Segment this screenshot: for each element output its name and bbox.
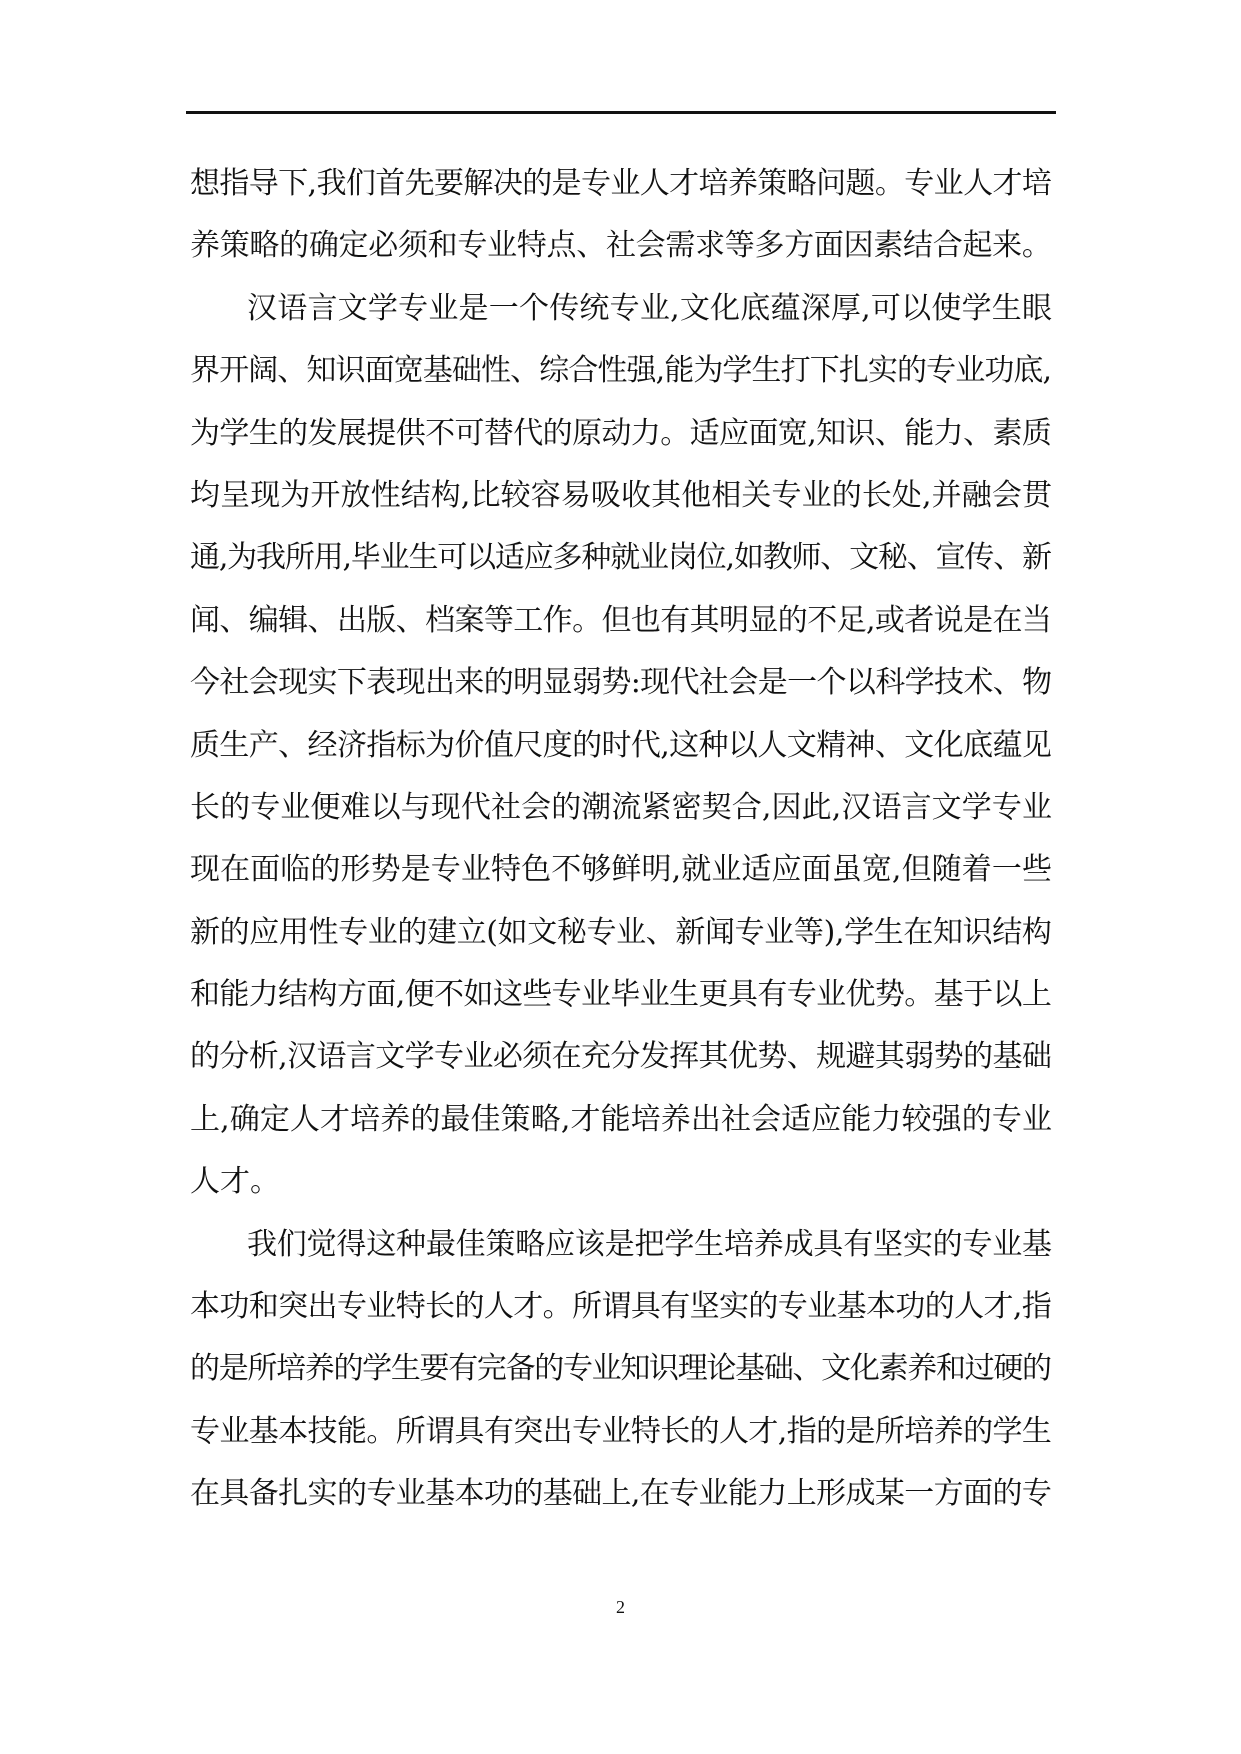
text-line: 和能力结构方面,便不如这些专业毕业生更具有专业优势。基于以上 — [190, 977, 1052, 1013]
body-text — [190, 153, 1052, 1526]
text-line: 在具备扎实的专业基本功的基础上,在专业能力上形成某一方面的专 — [190, 1476, 1052, 1512]
text-line: 想指导下,我们首先要解决的是专业人才培养策略问题。专业人才培 — [190, 166, 1052, 201]
text-line: 本功和突出专业特长的人才。所谓具有坚实的专业基本功的人才,指 — [190, 1289, 1052, 1325]
text-line: 汉语言文学专业是一个传统专业,文化底蕴深厚,可以使学生眼 — [247, 290, 1053, 326]
text-line: 新的应用性专业的建立(如文秘专业、新闻专业等),学生在知识结构 — [190, 914, 1052, 950]
text-line: 的分析,汉语言文学专业必须在充分发挥其优势、规避其弱势的基础 — [190, 1039, 1052, 1075]
text-line: 上,确定人才培养的最佳策略,才能培养出社会适应能力较强的专业 — [190, 1101, 1053, 1137]
text-line: 的是所培养的学生要有完备的专业知识理论基础、文化素养和过硬的 — [190, 1351, 1051, 1387]
text-line: 人才。 — [190, 1164, 280, 1200]
page-number: 2 — [616, 1597, 625, 1617]
text-line: 长的专业便难以与现代社会的潮流紧密契合,因此,汉语言文学专业 — [190, 789, 1053, 825]
text-line: 专业基本技能。所谓具有突出专业特长的人才,指的是所培养的学生 — [190, 1413, 1052, 1449]
text-line: 为学生的发展提供不可替代的原动力。适应面宽,知识、能力、素质 — [190, 415, 1052, 451]
text-line: 今社会现实下表现出来的明显弱势:现代社会是一个以科学技术、物 — [190, 665, 1052, 701]
text-line: 均呈现为开放性结构,比较容易吸收其他相关专业的长处,并融会贯 — [190, 477, 1053, 513]
text-line: 现在面临的形势是专业特色不够鲜明,就业适应面虽宽,但随着一些 — [190, 852, 1053, 888]
text-line: 界开阔、知识面宽基础性、综合性强,能为学生打下扎实的专业功底, — [190, 353, 1052, 389]
text-line: 质生产、经济指标为价值尺度的时代,这种以人文精神、文化底蕴见 — [190, 727, 1052, 763]
header-rule — [186, 111, 1056, 114]
text-line: 闻、编辑、出版、档案等工作。但也有其明显的不足,或者说是在当 — [190, 602, 1052, 638]
text-line: 我们觉得这种最佳策略应该是把学生培养成具有坚实的专业基 — [247, 1226, 1052, 1262]
text-line: 养策略的确定必须和专业特点、社会需求等多方面因素结合起来。 — [190, 228, 1052, 264]
text-line: 通,为我所用,毕业生可以适应多种就业岗位,如教师、文秘、宣传、新 — [190, 540, 1051, 576]
